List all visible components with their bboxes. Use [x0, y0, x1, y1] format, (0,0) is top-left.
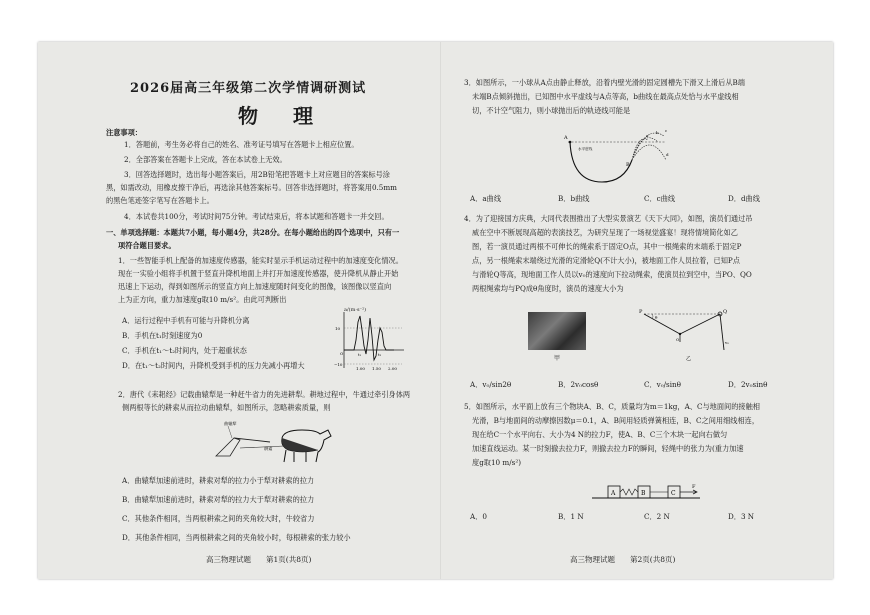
- page-2-footer: 高三物理试题 第2页(共8页): [570, 555, 676, 564]
- q4-point-o: O: [676, 337, 680, 342]
- q2-option-c: C．其他条件相同，当两根耕索之间的夹角较大时，牛较省力: [122, 514, 315, 523]
- q5-option-c: C．2 N: [644, 512, 670, 521]
- q2-option-d: D．其他条件相同，当两根耕索之间的夹角较小时，每根耕索的张力较小: [122, 533, 351, 542]
- q1-tick-label: 1.50: [372, 366, 381, 371]
- q4-stem: 点，另一根绳索末端绕过光滑的定滑轮Q(不计大小)，被地面工作人员拉着，已知P点: [472, 256, 740, 265]
- q5-stem: 光滑，B与地面间的动摩擦因数μ＝0.1，A、B间用轻质弹簧相连，B、C之间用细线相连，: [472, 416, 760, 425]
- q1-option-c: C．手机在t₁～t₂时间内，处于超重状态: [122, 346, 247, 355]
- q3-point-b: B: [626, 162, 630, 168]
- q3-option-c: C．c曲线: [644, 194, 676, 203]
- q4-performance-photo: [528, 312, 586, 350]
- q3-curve-label: d: [666, 152, 669, 157]
- exam-paper: [38, 42, 833, 579]
- q3-stem: 切，不计空气阻力，则小球抛出后的轨迹线可能是: [472, 106, 631, 115]
- q2-stem: 2．唐代《耒耜经》记载曲辕犁是一种赶牛省力的先进耕犁。耕地过程中，牛通过牵引身体两: [118, 390, 411, 399]
- q4-fig-jia-label: 甲: [554, 355, 561, 362]
- q4-rope-diagram: [636, 304, 736, 364]
- q1-acceleration-graph: [334, 310, 406, 372]
- q5-stem: 度g取10 m/s²): [472, 458, 522, 467]
- notice-line: 的黑色笔迹签字笔写在答题卡上。: [106, 196, 214, 205]
- q4-option-d: D．2v₀sinθ: [728, 380, 768, 389]
- q4-option-a: A．v₀/sin2θ: [470, 380, 512, 389]
- q5-stem: 加速直线运动。某一时刻撤去拉力F，则撤去拉力F的瞬间，轻绳中的张力为(重力加速: [472, 444, 744, 453]
- q4-option-c: C．v₀/sinθ: [644, 380, 681, 389]
- q4-stem: 图，若一演员通过两根不可伸长的绳索系于固定O点，其中一根绳索的末端系于固定P: [472, 242, 742, 251]
- q3-curve-label: b: [656, 130, 659, 135]
- q1-option-a: A．运行过程中手机有可能与升降机分离: [122, 316, 250, 325]
- q4-fig-yi-label: 乙: [686, 356, 692, 362]
- q5-option-d: D．3 N: [728, 512, 755, 521]
- q1-yneg10-label: −10: [334, 362, 343, 367]
- notice-line: 2．全部答案在答题卡上完成，答在本试卷上无效。: [124, 155, 287, 164]
- q3-option-d: D．d曲线: [728, 194, 760, 203]
- q4-stem: 与滑轮Q等高，现地面工作人员以v₀的速度向下拉动绳索，使演员拉到空中，当PO、QO: [472, 270, 752, 279]
- q1-stem: 上为正方向，重力加速度g取10 m/s²。由此可判断出: [118, 295, 287, 304]
- q4-stem: 两根绳索均与PQ成θ角度时，演员的速度大小为: [472, 284, 624, 293]
- q4-point-q: Q: [723, 309, 728, 315]
- page-2: [448, 42, 833, 579]
- q4-stem: 4．为了迎接国方庆典，大同代表围推出了大型实景演艺《天下大同》，如图，演员们通过吊: [464, 214, 753, 223]
- q5-force-f: F: [692, 484, 696, 490]
- q2-option-b: B．曲辕犁加速前进时，耕索对犁的拉力大于犁对耕索的拉力: [122, 495, 315, 504]
- q4-theta: θ: [655, 315, 658, 320]
- notice-line: 3．回答选择题时，选出每小题答案后，用2B铅笔把答题卡上对应题目的答案标号涂: [124, 170, 390, 179]
- q1-origin-label: O: [340, 351, 344, 356]
- page-1: [38, 42, 435, 579]
- q3-stem: 未端B点倾斜抛出，已知图中水平虚线与A点等高，b曲线在最高点处恰与水平虚线相: [472, 92, 739, 101]
- q5-option-b: B．1 N: [558, 512, 584, 521]
- section-heading: 一、单项选择题：本题共7小题，每小题4分，共28分。在每小题给出的四个选项中，只有一: [106, 228, 400, 237]
- q5-stem: 现在给C一个水平向右、大小为4 N的拉力F，使A、B、C三个木块一起向右做匀: [472, 430, 728, 439]
- q1-stem: 1．一些智能手机上配备的加速度传感器，能实时显示手机运动过程中的加速度变化情况。: [118, 256, 403, 265]
- q1-tick-label: 1.00: [356, 366, 365, 371]
- q1-y10-label: 10: [335, 326, 341, 331]
- notice-line: 1．答题前，考生务必将自己的姓名、准考证号填写在答题卡上相应位置。: [124, 140, 359, 149]
- q3-dash-label: 水平虚线: [578, 147, 593, 151]
- section-heading: 项符合题目要求。: [118, 241, 176, 250]
- q5-blocks-figure: [588, 478, 708, 502]
- q3-point-a: A: [564, 135, 568, 141]
- page-gutter: [440, 42, 441, 579]
- q1-t2-label: t₂: [378, 352, 382, 357]
- q2-plough-label: 曲辕犁: [224, 421, 237, 426]
- notice-line: 黑，如需改动，用橡皮擦干净后，再选涂其他答案标号。回答非选择题时，将答案用0.5mm: [106, 183, 398, 192]
- q5-stem: 5．如图所示，水平面上放有三个物块A、B、C，质量均为m＝1kg，A、C与地面间的接触相: [464, 402, 760, 411]
- q1-tick-label: 2.00: [388, 366, 397, 371]
- q1-t1-label: t₁: [358, 352, 362, 357]
- q3-option-b: B．b曲线: [558, 194, 590, 203]
- q1-option-d: D．在t₁～t₂时间内，升降机受到手机的压力先减小再增大: [122, 361, 305, 370]
- q5-block-c: C: [671, 490, 676, 497]
- subject-title: 物 理: [238, 104, 327, 128]
- page-1-footer: 高三物理试题 第1页(共8页): [206, 555, 312, 564]
- q5-option-a: A．0: [470, 512, 487, 521]
- q5-block-a: A: [611, 490, 616, 497]
- q4-v0: v₀: [725, 340, 729, 345]
- q3-option-a: A．a曲线: [470, 194, 502, 203]
- q4-option-b: B．2v₀cosθ: [558, 380, 599, 389]
- q2-stem: 侧两根等长的耕索从而拉动曲辕犁，如图所示，忽略耕索质量，则: [122, 403, 331, 412]
- q1-stem: 现在一实验小组将手机置于竖直升降机地面上并打开加速度传感器，使升降机从静止开始: [118, 269, 399, 278]
- q2-rope-label: 耕索: [264, 446, 273, 451]
- q1-option-b: B．手机在t₁时刻速度为0: [122, 331, 203, 340]
- q3-curve-label: a: [646, 133, 649, 138]
- q5-block-b: B: [641, 490, 646, 497]
- q2-ox-plough-figure: [210, 416, 335, 466]
- q4-stem: 威在空中不断展现高超的表演技艺，为研究呈现了一场视觉盛宴！现将情境简化如乙: [472, 228, 738, 237]
- notice-heading: 注意事项：: [106, 128, 142, 137]
- q3-bowl-figure: [562, 120, 672, 188]
- q1-stem: 迅速上下运动，得到如图所示的竖直方向上加速度随时间变化的图像，该图像以竖直向: [118, 282, 392, 291]
- q2-option-a: A．曲辕犁加速前进时，耕索对犁的拉力小于犁对耕索的拉力: [122, 476, 315, 485]
- q3-stem: 3．如图所示，一小球从A点由静止释放，沿着内壁光滑的固定圆槽先下滑又上滑后从B端: [464, 78, 745, 87]
- q4-point-p: P: [639, 309, 643, 315]
- exam-title: 2026届高三年级第二次学情调研测试: [130, 81, 367, 96]
- notice-line: 4．本试卷共100分，考试时间75分钟。考试结束后，将本试题和答题卡一并交回。: [124, 212, 389, 221]
- q3-curve-label: c: [665, 128, 668, 133]
- q1-ylabel: a/(m·s⁻²): [344, 307, 367, 313]
